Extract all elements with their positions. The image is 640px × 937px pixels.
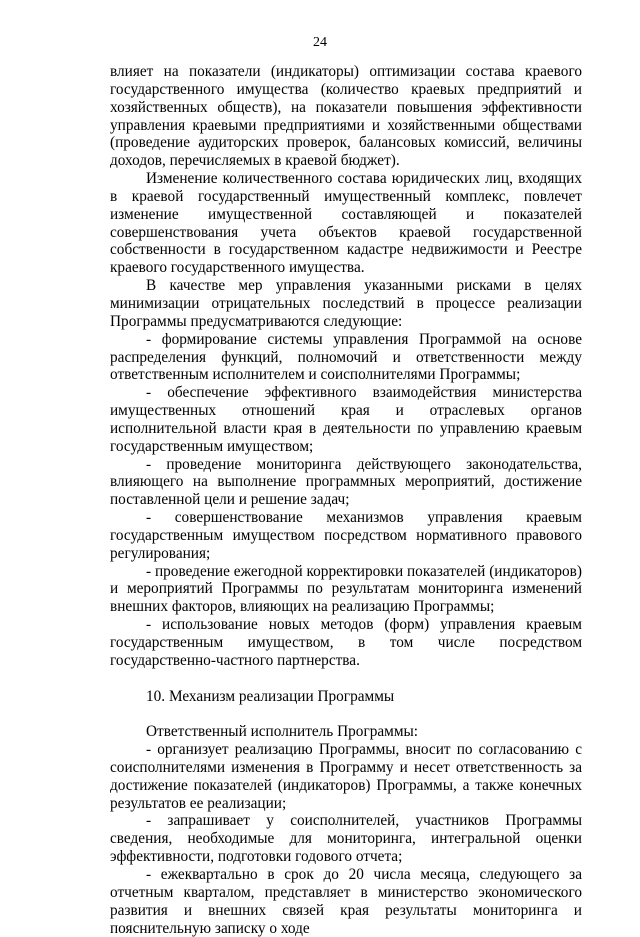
document-body bbox=[110, 63, 582, 937]
list-item: - использование новых методов (форм) управления краевым государственным имуществом, в том числе посредством государственно-частного партнерства. bbox=[110, 616, 582, 669]
list-item: - проведение ежегодной корректировки показателей (индикаторов) и мероприятий Программы по результатам мониторинга изменений внешних факторов, влияющих на реализацию Программы; bbox=[110, 562, 582, 616]
list-item: - совершенствование механизмов управления краевым государственным имуществом посредством нормативного правового регулирования; bbox=[110, 509, 582, 562]
list-item: - обеспечение эффективного взаимодействия министерства имущественных отношений края и отраслевых органов исполнительной власти края в деятельности по управлению краевым государственным имуществом; bbox=[110, 384, 582, 455]
spacer bbox=[110, 670, 582, 688]
paragraph: влияет на показатели (индикаторы) оптимизации состава краевого государственного имущества (количество краевых предприятий и хозяйственных обществ), на показатели повышения эффективности управления краевыми предприятиями и хозяйственными обществами (проведение аудиторских проверок, балансовых комиссий, величины доходов, перечисляемых в краевой бюджет). bbox=[110, 63, 582, 170]
spacer bbox=[110, 705, 582, 723]
list-item: - организует реализацию Программы, вносит по согласованию с соисполнителями изменения в Программу и несет ответственность за достижение показателей (индикаторов) Программы, а также конечных результатов ее реализации; bbox=[110, 741, 582, 812]
paragraph: Ответственный исполнитель Программы: bbox=[146, 723, 419, 741]
list-item: - ежеквартально в срок до 20 числа месяца, следующего за отчетным кварталом, представляет в министерство экономического развития и внешних связей края результаты мониторинга и пояснительную записку о ходе bbox=[110, 865, 582, 937]
section-heading: 10. Механизм реализации Программы bbox=[146, 687, 395, 705]
list-item: - формирование системы управления Программой на основе распределения функций, полномочий и ответственности между ответственным исполнителем и соисполнителями Программы; bbox=[110, 330, 582, 384]
list-item: - запрашивает у соисполнителей, участников Программы сведения, необходимые для мониторинга, интегральной оценки эффективности, подготовки годового отчета; bbox=[110, 812, 582, 866]
paragraph: Изменение количественного состава юридических лиц, входящих в краевой государственный имущественный комплекс, повлечет изменение имущественной составляющей и показателей совершенствования учета объектов краевой государственной собственности в государственном кадастре недвижимости и Реестре краевого государственного имущества. bbox=[110, 170, 582, 277]
paragraph: В качестве мер управления указанными рисками в целях минимизации отрицательных последствий в процессе реализации Программы предусматриваются следующие: bbox=[110, 277, 582, 330]
page-number: 24 bbox=[313, 35, 327, 50]
list-item: - проведение мониторинга действующего законодательства, влияющего на выполнение программных мероприятий, достижение поставленной цели и решение задач; bbox=[110, 455, 582, 509]
